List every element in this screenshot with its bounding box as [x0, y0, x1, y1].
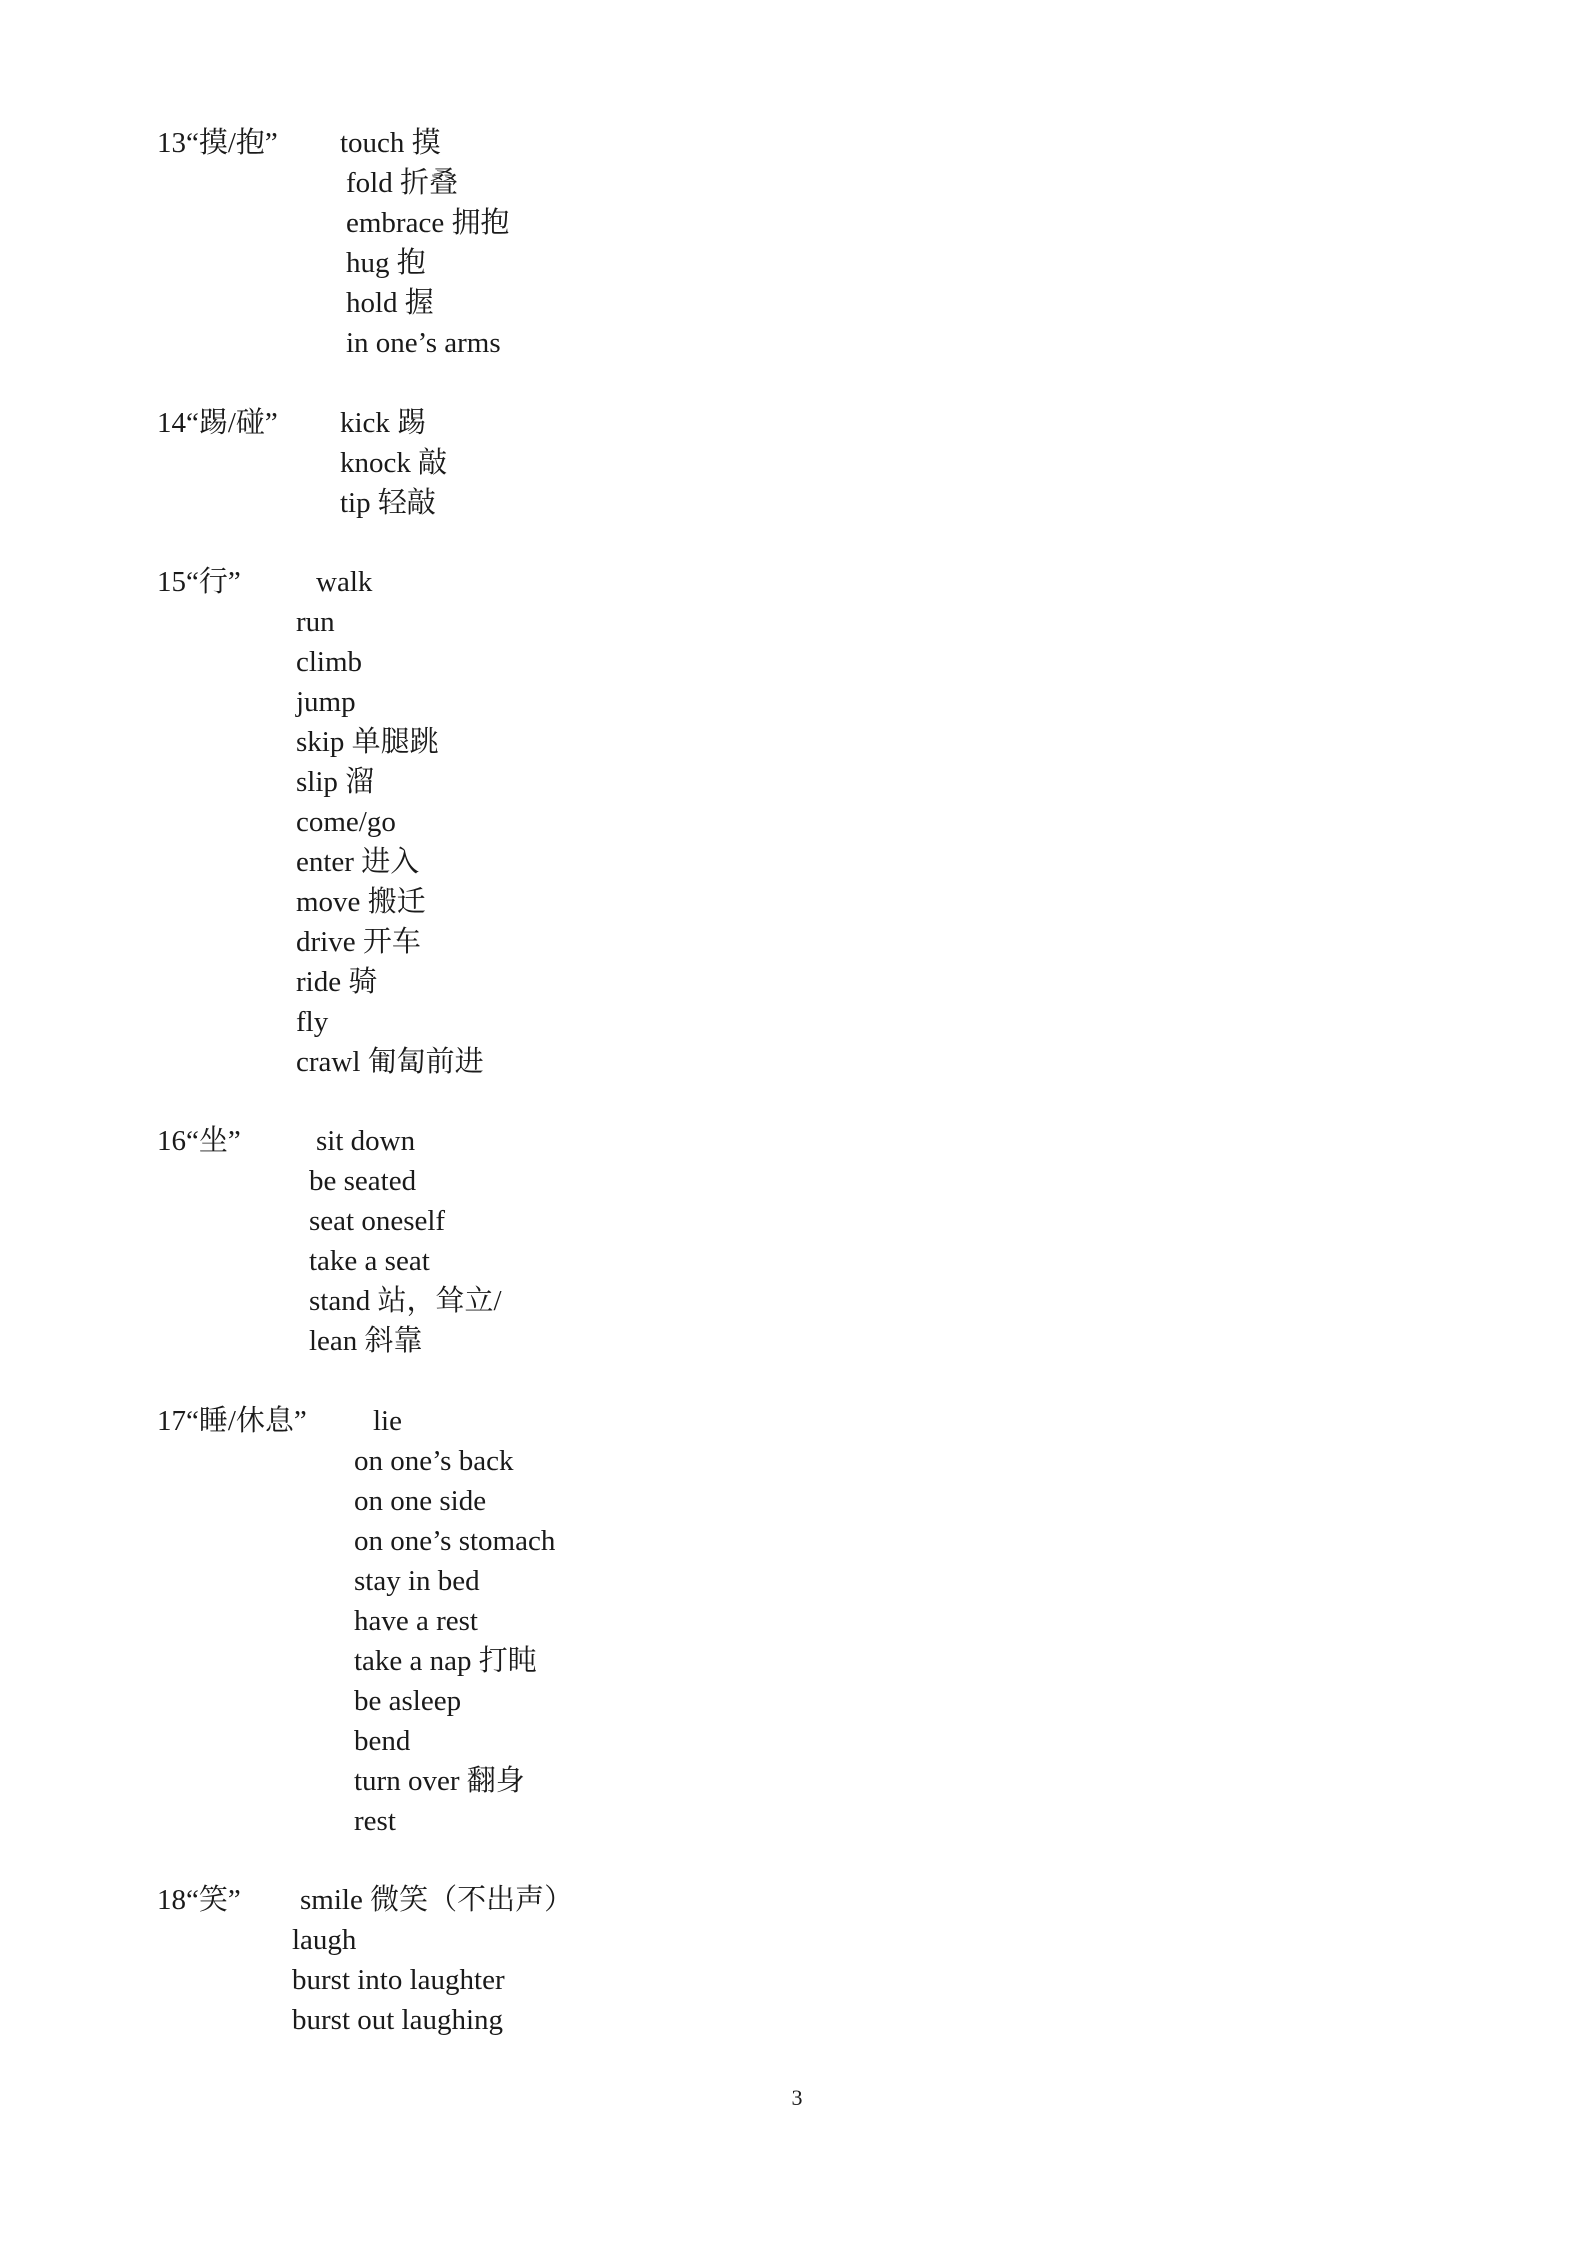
vocab-line: drive 开车 — [296, 926, 421, 958]
vocab-line: crawl 匍匐前进 — [296, 1046, 484, 1078]
section-heading: 18“笑” — [157, 1884, 241, 1916]
section-heading: 16“坐” — [157, 1125, 241, 1157]
vocab-line: embrace 拥抱 — [346, 207, 510, 239]
vocab-line: bend — [354, 1725, 411, 1757]
vocab-line: be asleep — [354, 1685, 462, 1717]
vocab-line: seat oneself — [309, 1205, 446, 1237]
vocab-line: move 搬迁 — [296, 886, 426, 918]
vocab-line: ride 骑 — [296, 966, 378, 998]
vocab-line: take a seat — [309, 1245, 430, 1277]
vocab-line: on one’s stomach — [354, 1525, 556, 1557]
vocab-line: kick 踢 — [340, 407, 427, 439]
vocab-line: lean 斜靠 — [309, 1325, 423, 1357]
vocab-line: sit down — [316, 1125, 416, 1157]
vocab-line: lie — [373, 1405, 402, 1437]
vocab-line: hug 抱 — [346, 247, 426, 279]
vocab-line: stay in bed — [354, 1565, 480, 1597]
vocab-line: hold 握 — [346, 287, 434, 319]
section-heading: 17“睡/休息” — [157, 1405, 307, 1437]
vocab-line: stand 站，耸立/ — [309, 1285, 502, 1317]
vocab-line: climb — [296, 646, 363, 678]
vocab-line: smile 微笑（不出声） — [300, 1884, 574, 1916]
vocab-line: come/go — [296, 806, 396, 838]
vocab-line: fold 折叠 — [346, 167, 458, 199]
page-number: 3 — [791, 2085, 803, 2110]
vocab-line: burst into laughter — [292, 1964, 505, 1996]
vocab-line: skip 单腿跳 — [296, 726, 439, 758]
vocab-line: slip 溜 — [296, 766, 375, 798]
vocab-line: enter 进入 — [296, 846, 420, 878]
vocab-line: rest — [354, 1805, 396, 1837]
vocab-line: on one’s back — [354, 1445, 514, 1477]
vocab-line: take a nap 打盹 — [354, 1645, 537, 1677]
vocab-line: touch 摸 — [340, 127, 441, 159]
vocab-line: knock 敲 — [340, 447, 448, 479]
section-heading: 14“踢/碰” — [157, 407, 278, 439]
vocab-line: jump — [296, 686, 356, 718]
vocab-line: fly — [296, 1006, 329, 1038]
vocab-line: on one side — [354, 1485, 487, 1517]
vocab-line: burst out laughing — [292, 2004, 504, 2036]
vocab-line: turn over 翻身 — [354, 1765, 525, 1797]
vocab-line: in one’s arms — [346, 327, 501, 359]
vocab-line: be seated — [309, 1165, 417, 1197]
vocab-line: walk — [316, 566, 373, 598]
vocab-line: run — [296, 606, 335, 638]
section-heading: 13“摸/抱” — [157, 127, 278, 159]
section-heading: 15“行” — [157, 566, 241, 598]
vocab-line: laugh — [292, 1924, 357, 1956]
vocab-line: tip 轻敲 — [340, 487, 436, 519]
vocab-line: have a rest — [354, 1605, 478, 1637]
